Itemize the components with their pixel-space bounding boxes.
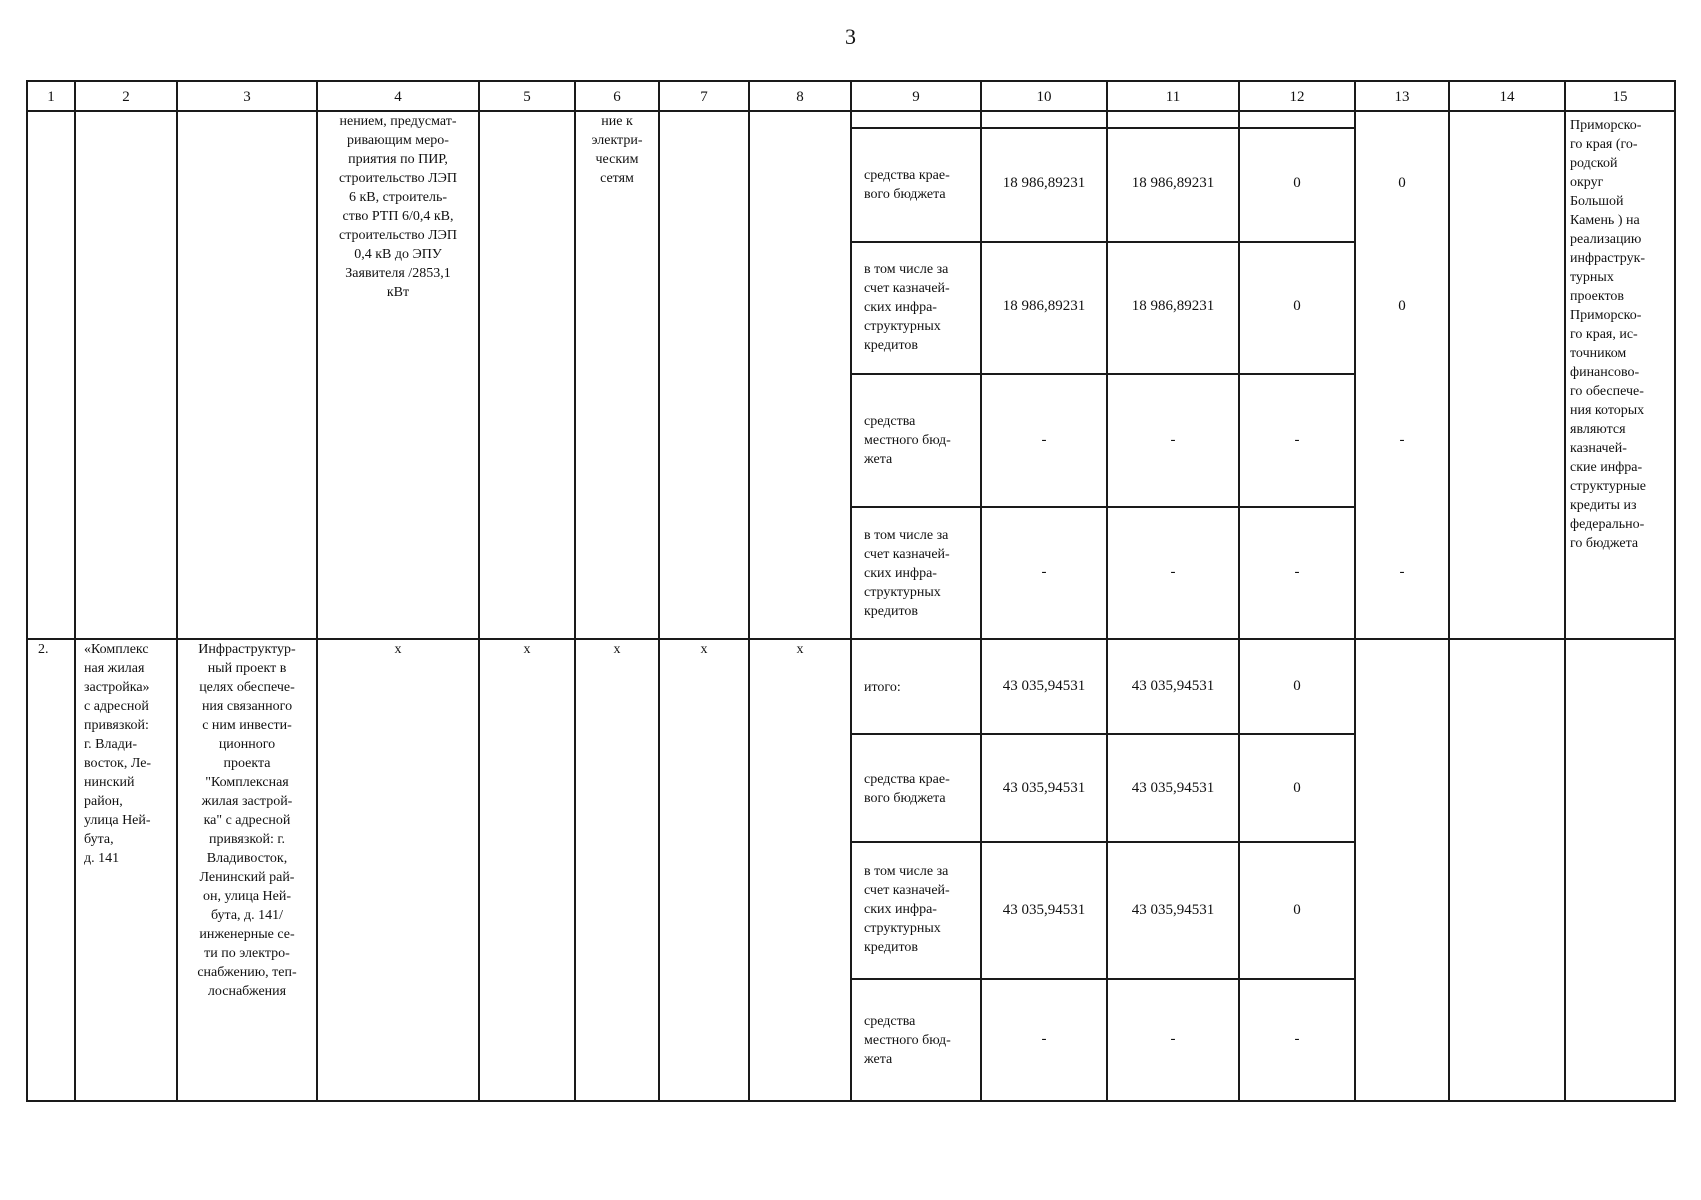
cell-col11: 43 035,94531: [1131, 780, 1215, 796]
cell-col12: -: [1294, 1031, 1300, 1047]
x-mark: х: [394, 642, 402, 657]
sub-label: в том числе за счет казначей- ских инфра- структурных кредитов: [864, 528, 950, 619]
cell-col11: 18 986,89231: [1131, 298, 1215, 314]
cell-col12: 0: [1293, 298, 1301, 314]
cell-col11: -: [1170, 1031, 1176, 1047]
header-cell: 1: [47, 89, 55, 105]
cell-col11: -: [1170, 564, 1176, 580]
cell-col12: -: [1294, 432, 1300, 448]
row2-object-name: «Комплекс ная жилая застройка» с адресной привязкой: г. Влади- восток, Ле- нинский район, улица Ней- бута, д. 141: [84, 642, 152, 866]
header-cell: 9: [912, 89, 920, 105]
cell-col13: -: [1399, 564, 1405, 580]
sub-label: средства крае- вого бюджета: [864, 168, 950, 202]
row1-col6: ние к электри- ческим сетям: [591, 114, 643, 186]
x-mark: х: [523, 642, 531, 657]
cell-col12: 0: [1293, 780, 1301, 796]
cell-col10: 18 986,89231: [1002, 298, 1086, 314]
cell-col10: -: [1041, 1031, 1047, 1047]
cell-col12: 0: [1293, 175, 1301, 191]
cell-col11: 43 035,94531: [1131, 902, 1215, 918]
sub-label: итого:: [864, 680, 901, 695]
row1-description: нением, предусмат- ривающим меро- приятия по ПИР, строительство ЛЭП 6 кВ, строитель- ство РТП 6/0,4 кВ, строительство ЛЭП 0,4 кВ до ЭПУ Заявителя /2853,1 кВт: [339, 114, 457, 300]
cell-col11: 18 986,89231: [1131, 175, 1215, 191]
cell-col12: 0: [1293, 678, 1301, 694]
cell-col13: 0: [1398, 298, 1406, 314]
cell-col12: -: [1294, 564, 1300, 580]
header-cell: 3: [243, 89, 251, 105]
header-cell: 7: [700, 89, 708, 105]
sub-label: средства местного бюд- жета: [864, 1014, 951, 1067]
sub-label: в том числе за счет казначей- ских инфра- структурных кредитов: [864, 262, 950, 353]
x-mark: х: [796, 642, 804, 657]
cell-col13: -: [1399, 432, 1405, 448]
sub-label: в том числе за счет казначей- ских инфра- структурных кредитов: [864, 864, 950, 955]
header-cell: 5: [523, 89, 531, 105]
row1-col15: Приморско- го края (го- родской округ Большой Камень ) на реализацию инфраструк- турных проектов Приморско- го края, ис- точником финансово- го обеспече- ния которых являются казначей- ские инфра- структурные кредиты из федерально- го бюджета: [1570, 118, 1646, 551]
cell-col10: 43 035,94531: [1002, 678, 1086, 694]
x-mark: х: [700, 642, 708, 657]
x-mark: х: [613, 642, 621, 657]
cell-col12: 0: [1293, 902, 1301, 918]
cell-col10: -: [1041, 564, 1047, 580]
header-cell: 8: [796, 89, 804, 105]
sub-label: средства крае- вого бюджета: [864, 772, 950, 806]
cell-col11: 43 035,94531: [1131, 678, 1215, 694]
header-cell: 15: [1612, 89, 1628, 105]
sub-label: средства местного бюд- жета: [864, 414, 951, 467]
header-cell: 11: [1165, 89, 1181, 105]
cell-col10: 18 986,89231: [1002, 175, 1086, 191]
row2-number: 2.: [38, 642, 49, 657]
cell-col10: -: [1041, 432, 1047, 448]
cell-col10: 43 035,94531: [1002, 780, 1086, 796]
cell-col11: -: [1170, 432, 1176, 448]
cell-col13: 0: [1398, 175, 1406, 191]
row2-project-description: Инфраструктур- ный проект в целях обеспече- ния связанного с ним инвести- ционного проекта "Комплексная жилая застрой- ка" с адресной привязкой: г. Владивосток, Ленинский рай- он, улица Ней- бута, д. 141/ инженерные се- ти по электро- снабжению, теп- лоснабжения: [197, 642, 297, 999]
header-cell: 4: [394, 89, 402, 105]
cell-col10: 43 035,94531: [1002, 902, 1086, 918]
header-cell: 14: [1499, 89, 1515, 105]
header-cell: 6: [613, 89, 621, 105]
header-cell: 13: [1394, 89, 1410, 105]
header-cell: 12: [1289, 89, 1305, 105]
header-cell: 10: [1036, 89, 1052, 105]
header-cell: 2: [122, 89, 130, 105]
page-number: 3: [845, 24, 856, 49]
